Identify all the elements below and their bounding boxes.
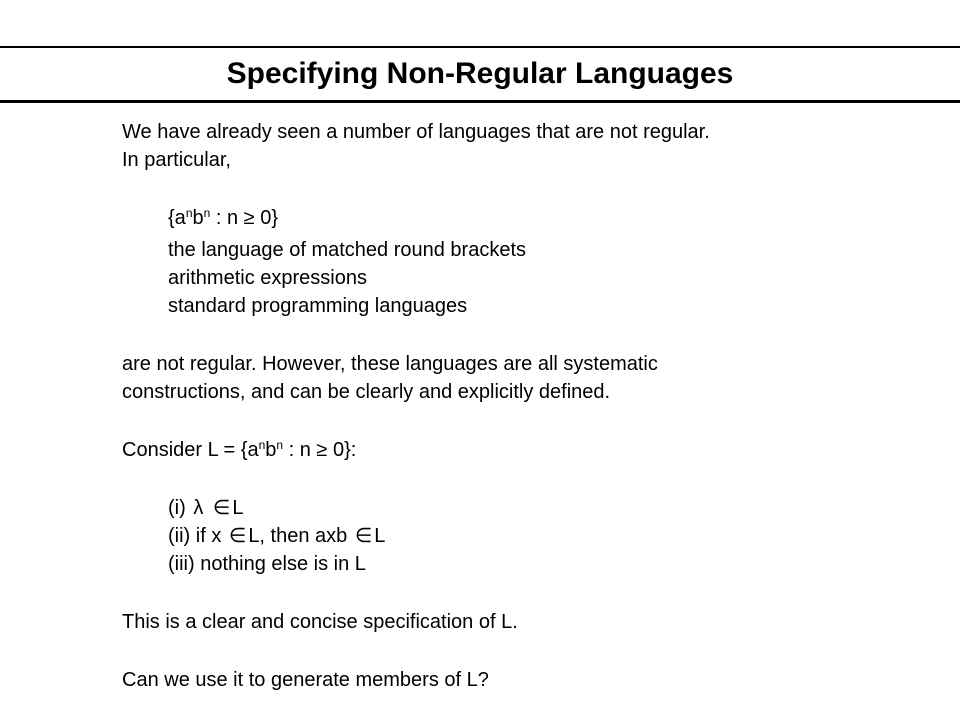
example-anbn-exp-2: n — [203, 206, 211, 220]
example-anbn-b: b — [192, 207, 204, 229]
para2-line-2: constructions, and can be clearly and explicitly defined. — [122, 381, 611, 403]
slide-title: Specifying Non-Regular Languages — [226, 57, 734, 90]
title-top-rule — [0, 46, 960, 48]
rule-ii — [168, 522, 385, 550]
consider-exp-2: n — [276, 438, 284, 452]
rule-ii-set: L — [374, 525, 386, 547]
consider-exp-1: n — [258, 438, 266, 452]
example-anbn — [168, 204, 278, 232]
element-of-symbol: ∈ — [228, 525, 247, 547]
rule-ii-prefix: (ii) if x — [168, 525, 227, 547]
rule-iii: (iii) nothing else is in L — [168, 553, 366, 575]
rule-i — [168, 494, 243, 522]
lambda-symbol: λ — [193, 497, 204, 519]
example-anbn-exp-1: n — [185, 206, 193, 220]
conclusion-text: This is a clear and concise specification of L. — [122, 611, 518, 633]
element-of-symbol: ∈ — [354, 525, 373, 547]
element-of-symbol: ∈ — [212, 497, 231, 519]
rule-i-set: L — [232, 497, 244, 519]
rule-ii-mid: L, then axb — [248, 525, 353, 547]
example-programming: standard programming languages — [168, 295, 468, 317]
title-bottom-rule — [0, 100, 960, 103]
consider-rest: : n ≥ 0}: — [283, 439, 357, 461]
intro-line-1: We have already seen a number of languages that are not regular. — [122, 121, 710, 143]
rule-i-label: (i) — [168, 497, 192, 519]
para2-line-1: are not regular. However, these languages are all systematic — [122, 353, 658, 375]
consider-line — [122, 436, 356, 464]
consider-b: b — [265, 439, 277, 461]
intro-line-2: In particular, — [122, 149, 231, 171]
example-anbn-rest: : n ≥ 0} — [210, 207, 278, 229]
question-text: Can we use it to generate members of L? — [122, 669, 489, 691]
consider-prefix: Consider L = {a — [122, 439, 259, 461]
example-arithmetic: arithmetic expressions — [168, 267, 367, 289]
example-brackets: the language of matched round brackets — [168, 239, 527, 261]
example-anbn-open: {a — [168, 207, 186, 229]
